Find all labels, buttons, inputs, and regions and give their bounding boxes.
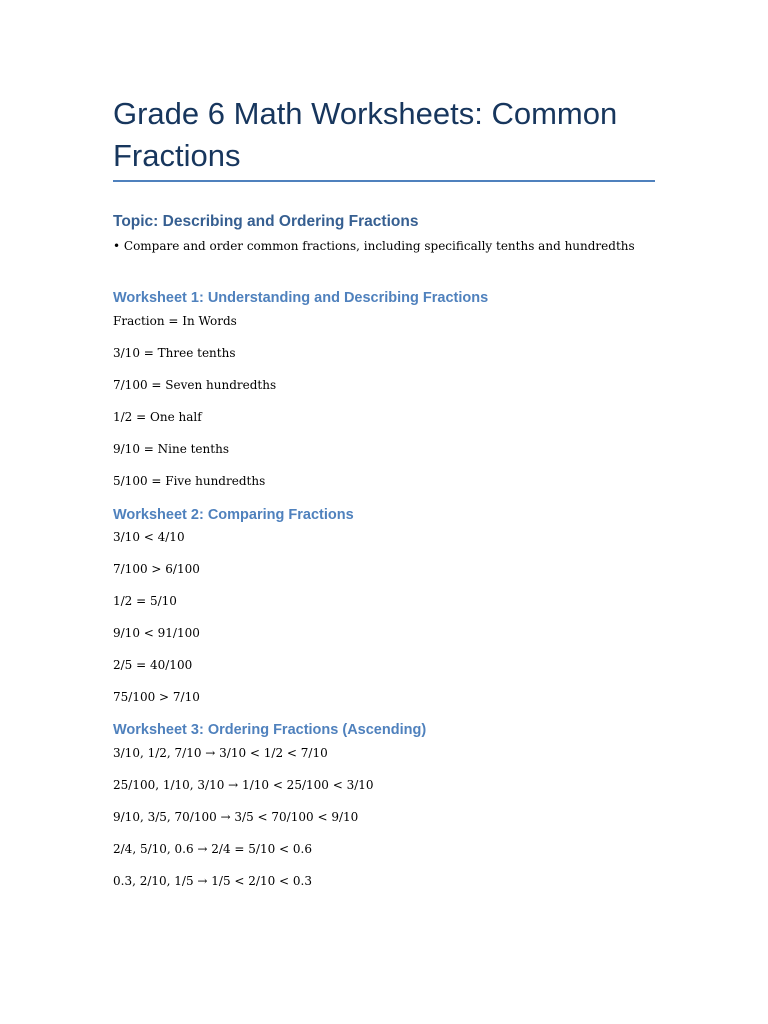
- worksheet-2-heading: Worksheet 2: Comparing Fractions: [113, 507, 354, 523]
- worksheet-2-line: 9/10 < 91/100: [113, 626, 200, 640]
- worksheet-1-line: 5/100 = Five hundredths: [113, 474, 266, 488]
- page-title: Grade 6 Math Worksheets: Common Fractions: [113, 96, 618, 173]
- worksheet-1-line: 9/10 = Nine tenths: [113, 442, 229, 456]
- title-divider: [113, 180, 655, 182]
- topic-bullet: • Compare and order common fractions, including specifically tenths and hundredths: [113, 239, 635, 253]
- worksheet-2-line: 3/10 < 4/10: [113, 530, 185, 544]
- worksheet-1-line: 7/100 = Seven hundredths: [113, 378, 277, 392]
- worksheet-1-line: 1/2 = One half: [113, 410, 202, 424]
- worksheet-3-line: 3/10, 1/2, 7/10 → 3/10 < 1/2 < 7/10: [113, 746, 328, 760]
- worksheet-2-line: 75/100 > 7/10: [113, 690, 200, 704]
- worksheet-2-line: 7/100 > 6/100: [113, 562, 200, 576]
- worksheet-1-heading: Worksheet 1: Understanding and Describing Fractions: [113, 290, 489, 306]
- topic-heading: Topic: Describing and Ordering Fractions: [113, 213, 419, 230]
- worksheet-3-line: 0.3, 2/10, 1/5 → 1/5 < 2/10 < 0.3: [113, 874, 312, 888]
- worksheet-3-line: 25/100, 1/10, 3/10 → 1/10 < 25/100 < 3/10: [113, 778, 374, 792]
- worksheet-3-line: 2/4, 5/10, 0.6 → 2/4 = 5/10 < 0.6: [113, 842, 312, 856]
- worksheet-2-line: 2/5 = 40/100: [113, 658, 193, 672]
- worksheet-2-line: 1/2 = 5/10: [113, 594, 177, 608]
- worksheet-1-line: Fraction = In Words: [113, 314, 237, 328]
- worksheet-3-line: 9/10, 3/5, 70/100 → 3/5 < 70/100 < 9/10: [113, 810, 359, 824]
- worksheet-3-heading: Worksheet 3: Ordering Fractions (Ascending): [113, 722, 427, 738]
- worksheet-1-line: 3/10 = Three tenths: [113, 346, 236, 360]
